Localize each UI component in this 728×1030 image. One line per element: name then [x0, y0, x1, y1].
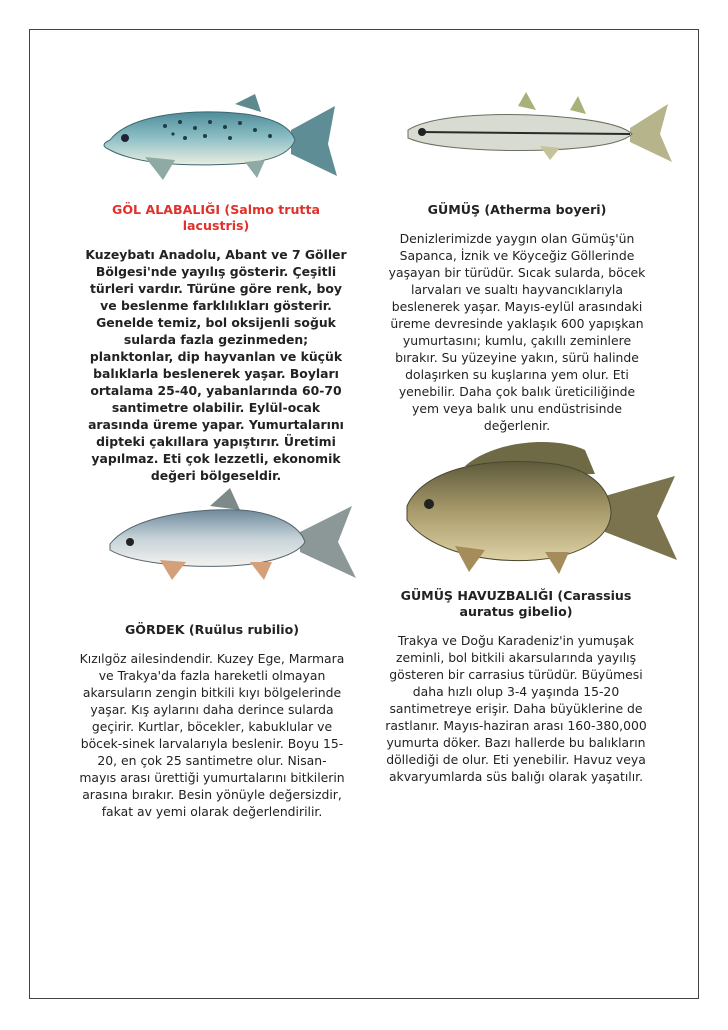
- roach-section: [79, 622, 345, 820]
- silverside-section: [386, 202, 648, 434]
- carp-description: Trakya ve Doğu Karadeniz'in yumuşak zeminli, bol bitkili akarsularında yayılış gösteren bir carrasius türüdür. Büyümesi daha hızlı olup 3-4 yaşında 15-20 santimetreye erişir. Daha büyüklerine de rastlanır. Mayıs-haziran arası 160-380,000 yumurta döker. Bazı hallerde bu balıkların döllediği de olur. Eti yenebilir. Havuz veya akvaryumlarda süs balığı olarak yaşatılır.: [385, 633, 647, 784]
- roach-fish-illustration: [100, 488, 360, 588]
- roach-description: Kızılgöz ailesindendir. Kuzey Ege, Marmara ve Trakya'da fazla hareketli olmayan akarsuların zengin bitkili kıyı bölgelerinde yaşar. Kış aylarını daha derince sularda geçirir. Kurtlar, böcekler, kabuklular ve böcek-sinek larvalarıyla beslenir. Boyu 15-20, en çok 25 santimetre olur. Nisan-mayıs arası ürettiği yumurtalarını bitkilerin arasına bırakır. Besin yönüyle değersizdir, fakat av yemi olarak değerlendirilir.: [79, 651, 345, 819]
- crucian-carp-fish-illustration: [395, 436, 685, 576]
- carp-title: GÜMÜŞ HAVUZBALIĞI (Carassius auratus gibelio): [400, 588, 632, 619]
- trout-section: [85, 202, 347, 484]
- roach-title: GÖRDEK (Ruülus rubilio): [124, 622, 300, 637]
- trout-description: Kuzeybatı Anadolu, Abant ve 7 Göller Bölgesi'nde yayılış gösterir. Çeşitli türleri vardır. Türüne göre renk, boy ve beslenme farklılıkları gösterir. Genelde temiz, bol oksijenli soğuk sularda fazla gezinmeden; planktonlar, dip hayvanlan ve küçük balıklarla beslenerek yaşar. Boyları ortalama 25-40, yabanlarında 60-70 santimetre olabilir. Eylül-ocak arasında üreme yapar. Yumurtalarını dipteki çakıllara yapıştırır. Üretimi yapılmaz. Eti çok lezzetli, ekonomik değeri bölgeseldir.: [85, 247, 347, 483]
- trout-fish-illustration: [85, 92, 345, 192]
- silverside-fish-illustration: [400, 92, 680, 172]
- trout-title: GÖL ALABALIĞI (Salmo trutta lacustris): [112, 202, 320, 233]
- silverside-title: GÜMÜŞ (Atherma boyeri): [427, 202, 607, 217]
- silverside-description: Denizlerimizde yaygın olan Gümüş'ün Sapanca, İznik ve Köyceğiz Göllerinde yaşayan bir türüdür. Sıcak sularda, böcek larvaları ve sualtı hayvancıklarıyla beslenerek yaşar. Mayıs-eylül arasındaki üreme devresinde yaklaşık 600 yapışkan yumurtasını; kumlu, çakıllı zeminlere bırakır. Su yüzeyine yakın, sürü halinde dolaşırken su kuşlarına yem olur. Eti yenebilir. Daha çok balık üreticiliğinde yem veya balık unu endüstrisinde değerlenir.: [388, 231, 646, 433]
- carp-section: [382, 588, 650, 785]
